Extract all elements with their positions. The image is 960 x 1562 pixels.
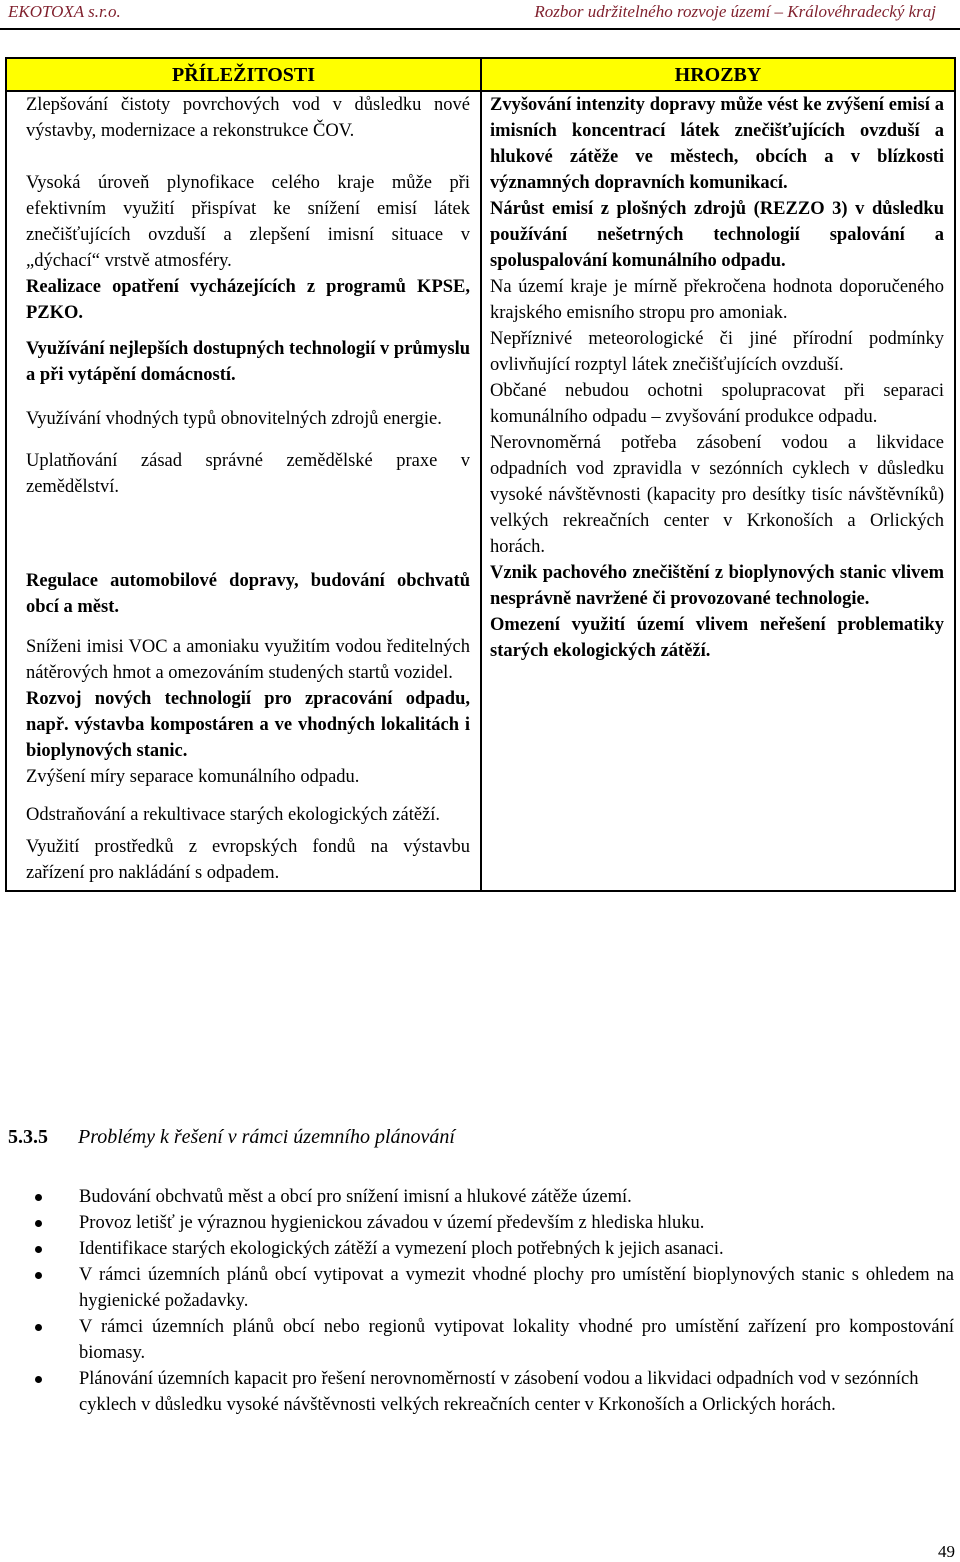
opportunity-item: Zvýšení míry separace komunálního odpadu. [26, 767, 360, 787]
opportunity-item: Sníženi imisi VOC a amoniaku využitím vodou ředitelných nátěrových hmot a omezováním studených startů vozidel. [26, 637, 470, 683]
opportunity-item: Vysoká úroveň plynofikace celého kraje může při efektivním využití přispívat ke snížení emisí látek znečišťujících ovzduší a zlepšení imisní situace v „dýchací“ vrstvě atmosféry. [26, 173, 470, 271]
list-item: Budování obchvatů měst a obcí pro snížení imisní a hlukové zátěže území. [0, 1184, 954, 1210]
list-item: V rámci územních plánů obcí vytipovat a vymezit vhodné plochy pro umístění bioplynových stanic s ohledem na hygienické požadavky. [0, 1262, 954, 1314]
threat-item: Omezení využití území vlivem neřešení problematiky starých ekologických zátěží. [490, 615, 944, 661]
company-name: EKOTOXA s.r.o. [8, 2, 121, 21]
opportunities-heading: PŘÍLEŽITOSTI [6, 58, 481, 91]
threats-cell [481, 91, 955, 891]
opportunity-item: Zlepšování čistoty povrchových vod v důsledku nové výstavby, modernizace a rekonstrukce ČOV. [26, 95, 470, 141]
bullet-icon [35, 1246, 42, 1253]
opportunity-item: Regulace automobilové dopravy, budování obchvatů obcí a měst. [26, 571, 470, 617]
page-header [8, 2, 936, 24]
opportunity-item: Realizace opatření vycházejících z programů KPSE, PZKO. [26, 277, 470, 323]
header-divider [0, 28, 960, 30]
bullet-icon [35, 1272, 42, 1279]
opportunity-item: Odstraňování a rekultivace starých ekologických zátěží. [26, 805, 441, 825]
section-number: 5.3.5 [8, 1126, 48, 1148]
swot-table [5, 57, 956, 892]
threat-item: Vznik pachového znečištění z bioplynových stanic vlivem nesprávně navržené či provozované technologie. [490, 563, 944, 609]
section-title: Problémy k řešení v rámci územního plánování [78, 1126, 455, 1148]
list-item: Identifikace starých ekologických zátěží a vymezení ploch potřebných k jejich asanaci. [0, 1236, 954, 1262]
opportunity-item: Využití prostředků z evropských fondů na výstavbu zařízení pro nakládání s odpadem. [26, 837, 470, 883]
list-item: Provoz letišť je výraznou hygienickou závadou v území především z hlediska hluku. [0, 1210, 954, 1236]
list-item: V rámci územních plánů obcí nebo regionů vytipovat lokality vhodné pro umístění zařízení pro kompostování biomasy. [0, 1314, 954, 1366]
threat-item: Nárůst emisí z plošných zdrojů (REZZO 3) v důsledku používání nešetrných technologií spalování a spoluspalování komunálního odpadu. [490, 199, 944, 271]
opportunity-item: Uplatňování zásad správné zemědělské praxe v zemědělství. [26, 451, 470, 497]
bullet-icon [35, 1324, 42, 1331]
opportunities-cell [6, 91, 481, 891]
document-title: Rozbor udržitelného rozvoje území – Královéhradecký kraj [534, 2, 936, 21]
threat-item: Nepříznivé meteorologické či jiné přírodní podmínky ovlivňující rozptyl látek znečišťujících ovzduší. [490, 329, 944, 375]
section-heading [8, 1126, 455, 1149]
problems-list [0, 1184, 954, 1418]
threat-item: Zvyšování intenzity dopravy může vést ke zvýšení emisí a imisních koncentrací látek znečišťujících ovzduší a hlukové zátěže ve městech, obcích a v blízkosti významných dopravních komunikací. [490, 95, 944, 193]
opportunity-item: Rozvoj nových technologií pro zpracování odpadu, např. výstavba kompostáren a ve vhodných lokalitách i bioplynových stanic. [26, 689, 470, 761]
opportunity-item: Využívání vhodných typů obnovitelných zdrojů energie. [26, 409, 442, 429]
threats-heading: HROZBY [481, 58, 955, 91]
threat-item: Občané nebudou ochotni spolupracovat při separaci komunálního odpadu – zvyšování produkce odpadu. [490, 381, 944, 427]
threat-item: Nerovnoměrná potřeba zásobení vodou a likvidace odpadních vod zpravidla v sezónních cyklech v důsledku vysoké návštěvnosti (kapacity pro desítky tisíc návštěvníků) velkých rekreačních center v Krkonoších a Orlických horách. [490, 433, 944, 557]
threat-item: Na území kraje je mírně překročena hodnota doporučeného krajského emisního stropu pro amoniak. [490, 277, 944, 323]
bullet-icon [35, 1194, 42, 1201]
bullet-icon [35, 1376, 42, 1383]
list-item: Plánování územních kapacit pro řešení nerovnoměrností v zásobení vodou a likvidaci odpadních vod v sezónních cyklech v důsledku vysoké návštěvnosti velkých rekreačních center v Krkonoších a Orlických horách. [0, 1366, 954, 1418]
page-number: 49 [938, 1542, 955, 1561]
bullet-icon [35, 1220, 42, 1227]
opportunity-item: Využívání nejlepších dostupných technologií v průmyslu a při vytápění domácností. [26, 339, 470, 385]
